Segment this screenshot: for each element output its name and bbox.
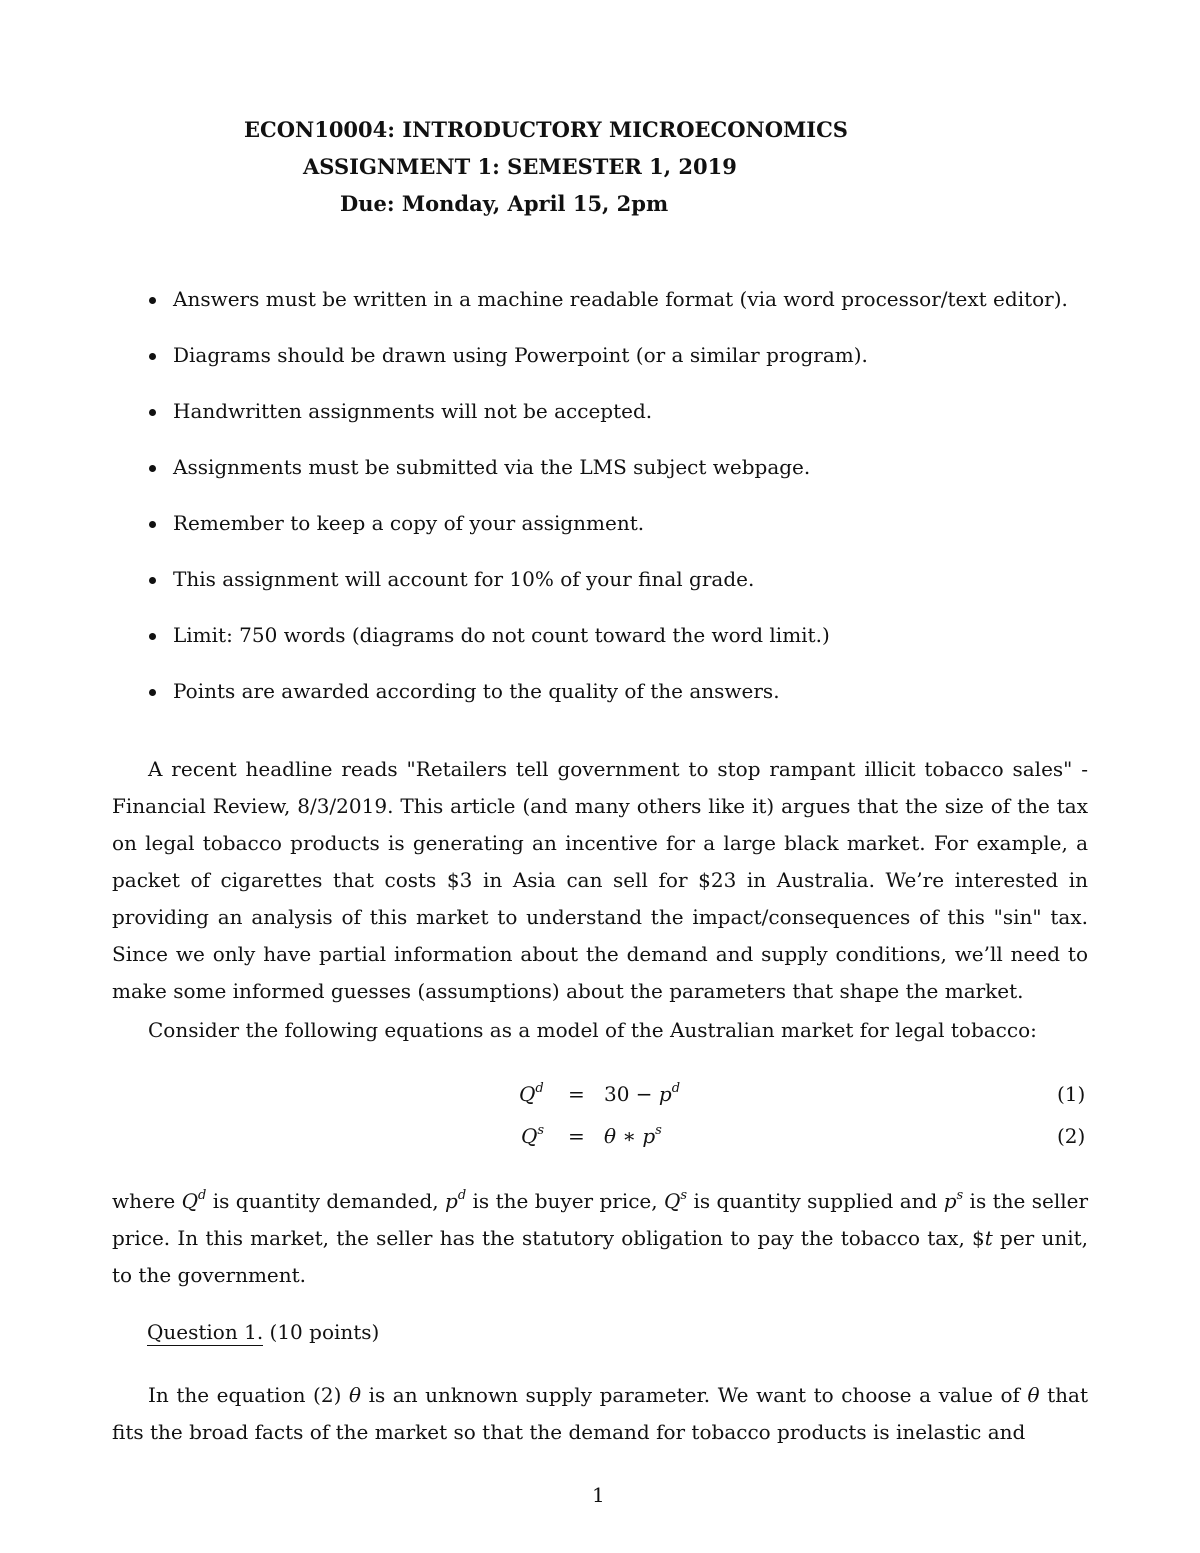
list-item: Diagrams should be drawn using Powerpoint (or a similar program). — [147, 338, 1107, 394]
bullet-icon — [149, 521, 156, 528]
model-sentence: Consider the following equations as a model of the Australian market for legal tobacco: — [148, 1018, 1037, 1042]
list-item: Answers must be written in a machine readable format (via word processor/text editor). — [147, 282, 1107, 338]
list-item: Points are awarded according to the quality of the answers. — [147, 674, 1107, 730]
question-points: (10 points) — [263, 1320, 380, 1344]
page-number: 1 — [592, 1483, 605, 1507]
bullet-icon — [149, 409, 156, 416]
intro-paragraph: A recent headline reads "Retailers tell government to stop rampant illicit tobacco sales" - Financial Review, 8/3/2019. This article (and many others like it) argues that the size of the tax on legal tobacco products is generating an incentive for a large black market. For example, a packet of cigarettes that costs $3 in Asia can sell for $23 in Australia. We’re interested in providing an analysis of this market to understand the impact/consequences of this "sin" tax. Since we only have partial information about the demand and supply conditions, we’ll need to make some informed guesses (assumptions) about the parameters that shape the market. — [112, 757, 1088, 1003]
list-item: Remember to keep a copy of your assignment. — [147, 506, 1107, 562]
question-heading — [147, 1320, 379, 1344]
list-item: This assignment will account for 10% of your final grade. — [147, 562, 1107, 618]
equation-1-rhs: $30 - p^d$ — [604, 1081, 681, 1106]
bullet-icon — [149, 465, 156, 472]
equation-1-number: (1) — [1057, 1082, 1086, 1106]
question-text: In the equation (2) θ is an unknown supply parameter. We want to choose a value of θ that fits the broad facts of the market so that the demand for tobacco products is inelastic and — [112, 1383, 1088, 1444]
assignment-title: ASSIGNMENT 1: SEMESTER 1, 2019 — [303, 154, 737, 179]
equation-2-equals: = — [568, 1124, 585, 1148]
equation-2-lhs: $Q^s$ — [521, 1123, 545, 1148]
list-item: Handwritten assignments will not be accepted. — [147, 394, 1107, 450]
list-item: Limit: 750 words (diagrams do not count toward the word limit.) — [147, 618, 1107, 674]
bullet-icon — [149, 689, 156, 696]
list-item: Assignments must be submitted via the LMS subject webpage. — [147, 450, 1107, 506]
equation-1-lhs: $Q^d$ — [519, 1081, 544, 1106]
bullet-icon — [149, 297, 156, 304]
definitions-paragraph: where $Q^d$ is quantity demanded, $p^d$ is the buyer price, $Q^s$ is quantity supplied and $p^s$ is the seller price. In this market, the seller has the statutory obligation to pay the tobacco tax, $t per unit, to the government. — [112, 1188, 1089, 1287]
question-label: Question 1. — [147, 1320, 264, 1344]
equation-2-number: (2) — [1057, 1124, 1086, 1148]
equation-2-rhs: θ ∗ $p^s$ — [604, 1123, 662, 1148]
equation-1-equals: = — [568, 1082, 585, 1106]
bullet-icon — [149, 633, 156, 640]
due-date: Due: Monday, April 15, 2pm — [340, 191, 669, 216]
bullet-icon — [149, 577, 156, 584]
bullet-icon — [149, 353, 156, 360]
instructions-list — [147, 282, 1107, 730]
course-title: ECON10004: INTRODUCTORY MICROECONOMICS — [244, 117, 848, 142]
